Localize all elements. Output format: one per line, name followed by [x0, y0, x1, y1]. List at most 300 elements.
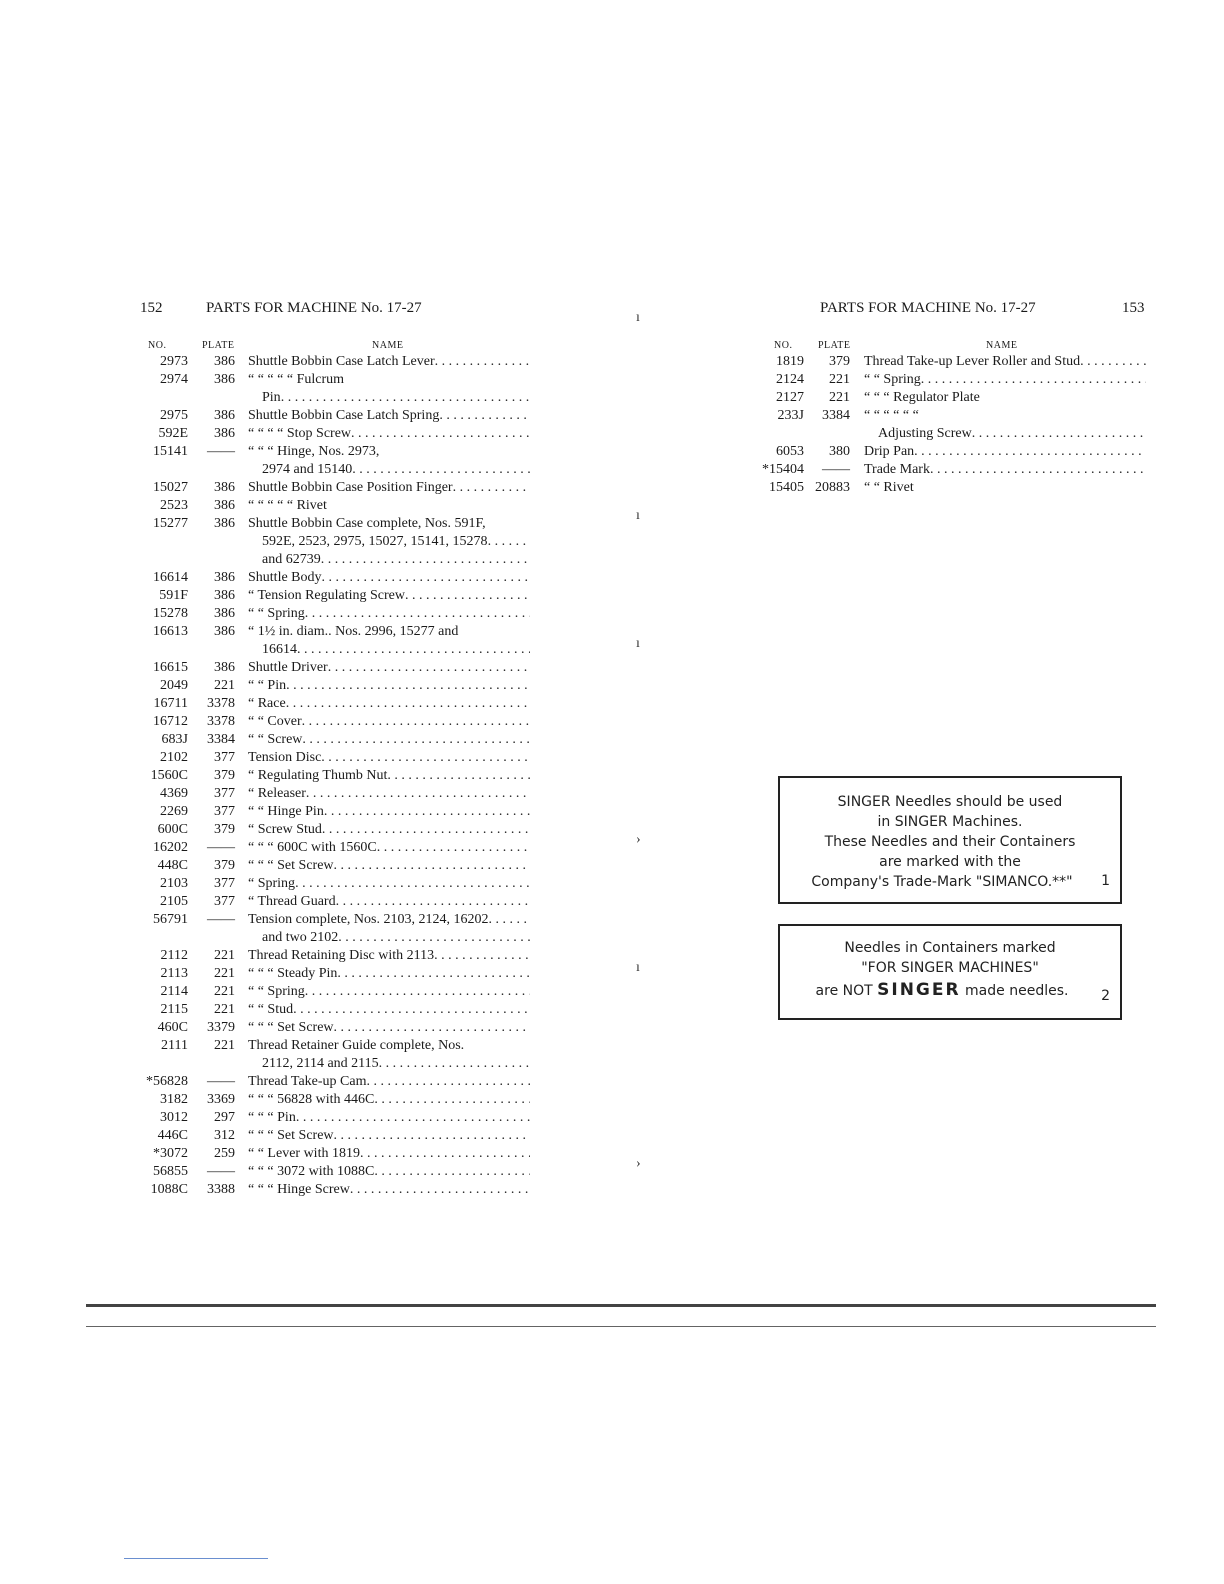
part-name: “ “ “ 56828 with 446C	[248, 1092, 375, 1107]
part-number: 600C	[157, 822, 188, 837]
part-name: 16614	[262, 642, 297, 657]
plate-number: 221	[829, 390, 850, 405]
leader-dots	[374, 1163, 530, 1181]
leader-dots	[286, 677, 530, 695]
part-name-cell	[248, 695, 530, 713]
part-number: *56828	[146, 1074, 188, 1089]
part-number: 4369	[160, 786, 188, 801]
table-row	[0, 587, 560, 605]
part-name-cell	[248, 533, 530, 551]
leader-dots	[387, 767, 530, 785]
part-name-cell	[248, 965, 530, 983]
plate-number: 386	[214, 480, 235, 495]
table-row	[0, 1127, 560, 1145]
plate-number: 386	[214, 570, 235, 585]
part-name-cell	[248, 947, 530, 965]
leader-dots	[338, 929, 530, 947]
part-name: “ “ “ Pin	[248, 1110, 296, 1125]
table-row	[0, 497, 560, 515]
part-name-cell	[248, 1181, 530, 1199]
part-number: 15405	[769, 480, 804, 495]
table-row	[0, 1181, 560, 1199]
singer-brand-word: SINGER	[877, 980, 961, 1000]
table-row	[0, 479, 1224, 497]
part-number: 15141	[153, 444, 188, 459]
part-number: 460C	[157, 1020, 188, 1035]
leader-dots	[930, 461, 1146, 479]
left-col-no-header: NO.	[148, 340, 167, 351]
part-name-cell	[248, 857, 530, 875]
table-row	[0, 1145, 560, 1163]
plate-number: 386	[214, 516, 235, 531]
left-page-number: 152	[140, 300, 163, 316]
plate-number: ——	[822, 462, 850, 477]
part-name-cell	[248, 623, 530, 641]
table-row	[0, 623, 560, 641]
notice-1-line-3: These Needles and their Containers	[824, 834, 1076, 850]
notice-2-line-3	[780, 980, 1120, 1001]
part-name-cell	[248, 569, 530, 587]
notice-2-mark: 2	[1101, 988, 1110, 1004]
part-number: 15027	[153, 480, 188, 495]
leader-dots	[306, 785, 530, 803]
plate-number: 221	[214, 678, 235, 693]
plate-number: 312	[214, 1128, 235, 1143]
table-row	[0, 767, 560, 785]
plate-number: 259	[214, 1146, 235, 1161]
left-page-title: PARTS FOR MACHINE No. 17-27	[206, 300, 422, 316]
part-name: “ “ “ Steady Pin	[248, 966, 338, 981]
part-name: Pin	[262, 390, 281, 405]
part-name-cell	[864, 407, 1146, 425]
part-number: 1088C	[150, 1182, 188, 1197]
part-name: “ Screw Stud	[248, 822, 322, 837]
gutter-mark: ı	[636, 310, 640, 325]
leader-dots	[302, 731, 530, 749]
part-name-cell	[248, 1037, 530, 1055]
table-row	[0, 929, 560, 947]
part-name: “ “ “ Set Screw	[248, 858, 334, 873]
part-name: “ “ “ “ “ Fulcrum	[248, 372, 345, 387]
right-col-plate-header: PLATE	[818, 340, 851, 351]
part-number: 56855	[153, 1164, 188, 1179]
leader-dots	[921, 371, 1146, 389]
part-name: Thread Take-up Cam	[248, 1074, 367, 1089]
part-name: “ “ Spring	[248, 606, 305, 621]
plate-number: 3384	[207, 732, 235, 747]
part-number: 3012	[160, 1110, 188, 1125]
part-number: 16712	[153, 714, 188, 729]
plate-number: 221	[214, 984, 235, 999]
leader-dots	[321, 551, 530, 569]
plate-number: 386	[214, 606, 235, 621]
part-name: “ “ Cover	[248, 714, 302, 729]
leader-dots	[334, 857, 530, 875]
part-name: “ “ “ “ “ Rivet	[248, 498, 327, 513]
part-name: “ “ “ Hinge, Nos. 2973,	[248, 444, 380, 459]
plate-number: 221	[214, 1002, 235, 1017]
notice-1-line-2: in SINGER Machines.	[877, 814, 1023, 830]
gutter-mark: ›	[636, 832, 641, 847]
part-number: 3182	[160, 1092, 188, 1107]
leader-dots	[367, 1073, 531, 1091]
table-row	[0, 983, 560, 1001]
part-number: 2103	[160, 876, 188, 891]
not-singer-needles-notice	[778, 924, 1122, 1020]
right-col-name-header: NAME	[986, 340, 1018, 351]
plate-number: 386	[214, 408, 235, 423]
part-name-cell	[248, 1019, 530, 1037]
part-number: 2113	[160, 966, 188, 981]
table-row	[0, 407, 1224, 425]
part-name: “ “ Rivet	[864, 480, 914, 495]
bottom-rule-thin	[86, 1326, 1156, 1327]
leader-dots	[293, 1001, 530, 1019]
leader-dots	[337, 965, 530, 983]
leader-dots	[972, 425, 1146, 443]
part-number: 2102	[160, 750, 188, 765]
part-name: Thread Take-up Lever Roller and Stud	[864, 354, 1081, 369]
right-page-number: 153	[1122, 300, 1145, 316]
part-name: Tension complete, Nos. 2103, 2124, 16202	[248, 912, 489, 927]
plate-number: 377	[214, 804, 235, 819]
leader-dots	[334, 1127, 530, 1145]
table-row	[0, 551, 560, 569]
leader-dots	[324, 803, 530, 821]
table-row	[0, 1073, 560, 1091]
plate-number: 386	[214, 354, 235, 369]
part-number: 2974	[160, 372, 188, 387]
part-name-cell	[248, 983, 530, 1001]
part-name-cell	[864, 371, 1146, 389]
part-name: Shuttle Bobbin Case complete, Nos. 591F,	[248, 516, 486, 531]
gutter-mark: ı	[636, 508, 640, 523]
plate-number: 377	[214, 876, 235, 891]
part-name-cell	[864, 353, 1146, 371]
part-number: 16615	[153, 660, 188, 675]
part-name: “ “ “ Set Screw	[248, 1128, 334, 1143]
leader-dots	[297, 641, 530, 659]
part-name: Shuttle Bobbin Case Latch Spring	[248, 408, 440, 423]
part-name: Shuttle Bobbin Case Position Finger	[248, 480, 453, 495]
part-name: Drip Pan	[864, 444, 915, 459]
table-row	[0, 641, 560, 659]
right-page-title: PARTS FOR MACHINE No. 17-27	[820, 300, 1036, 316]
part-number: 591F	[159, 588, 188, 603]
part-name: “ “ Screw	[248, 732, 303, 747]
table-row	[0, 821, 560, 839]
table-row	[0, 1037, 560, 1055]
part-number: 16613	[153, 624, 188, 639]
leader-dots	[434, 947, 530, 965]
part-number: 2105	[160, 894, 188, 909]
part-name: and two 2102	[262, 930, 339, 945]
left-col-name-header: NAME	[372, 340, 404, 351]
leader-dots	[405, 587, 530, 605]
leader-dots	[350, 1181, 530, 1199]
notice-2-line-3-pre: are NOT	[815, 983, 873, 999]
table-row	[0, 1163, 560, 1181]
part-name-cell	[248, 551, 530, 569]
part-name: “ “ Spring	[248, 984, 305, 999]
part-name: and 62739	[262, 552, 321, 567]
part-name: Trade Mark	[864, 462, 930, 477]
left-col-plate-header: PLATE	[202, 340, 235, 351]
part-name-cell	[864, 461, 1146, 479]
part-name: “ “ “ Set Screw	[248, 1020, 334, 1035]
leader-dots	[377, 839, 530, 857]
table-row	[0, 1091, 560, 1109]
part-number: 2112	[160, 948, 188, 963]
part-name-cell	[864, 443, 1146, 461]
part-name: “ “ Pin	[248, 678, 287, 693]
part-name-cell	[248, 839, 530, 857]
leader-dots	[296, 1109, 530, 1127]
plate-number: 386	[214, 426, 235, 441]
part-name: “ “ “ Hinge Screw	[248, 1182, 350, 1197]
part-name: “ “ Stud	[248, 1002, 294, 1017]
part-name-cell	[248, 605, 530, 623]
part-number: 16711	[153, 696, 188, 711]
table-row	[0, 695, 560, 713]
gutter-mark: ı	[636, 960, 640, 975]
plate-number: 221	[214, 966, 235, 981]
part-name: Shuttle Driver	[248, 660, 328, 675]
part-name-cell	[864, 389, 1146, 407]
part-number: 15278	[153, 606, 188, 621]
table-row	[0, 965, 560, 983]
part-name-cell	[864, 479, 1146, 497]
part-number: 1560C	[150, 768, 188, 783]
singer-needles-notice	[778, 776, 1122, 904]
part-name: “ Regulating Thumb Nut	[248, 768, 388, 783]
table-row	[0, 1001, 560, 1019]
part-name: “ “ “ Regulator Plate	[864, 390, 980, 405]
plate-number: 3388	[207, 1182, 235, 1197]
part-name-cell	[248, 1163, 530, 1181]
part-name: 592E, 2523, 2975, 15027, 15141, 15278	[262, 534, 488, 549]
leader-dots	[374, 1091, 530, 1109]
part-name: “ Thread Guard	[248, 894, 336, 909]
part-name-cell	[248, 659, 530, 677]
part-name-cell	[248, 1001, 530, 1019]
table-row	[0, 353, 1224, 371]
plate-number: ——	[207, 912, 235, 927]
gutter-mark: ı	[636, 636, 640, 651]
plate-number: 377	[214, 750, 235, 765]
table-row	[0, 371, 1224, 389]
table-row	[0, 749, 560, 767]
notice-2-line-3-post: made needles.	[965, 983, 1069, 999]
plate-number: 221	[829, 372, 850, 387]
table-row	[0, 659, 560, 677]
part-name: “ “ “ 600C with 1560C	[248, 840, 377, 855]
leader-dots	[305, 983, 530, 1001]
table-row	[0, 569, 560, 587]
table-row	[0, 803, 560, 821]
table-row	[0, 785, 560, 803]
table-row	[0, 731, 560, 749]
part-number: 2975	[160, 408, 188, 423]
table-row	[0, 461, 1224, 479]
gutter-mark: ›	[636, 1156, 641, 1171]
table-row	[0, 515, 560, 533]
right-col-no-header: NO.	[774, 340, 793, 351]
leader-dots	[328, 659, 530, 677]
plate-number: 379	[214, 768, 235, 783]
part-number: 56791	[153, 912, 188, 927]
part-number: 6053	[776, 444, 804, 459]
part-name-cell	[248, 821, 530, 839]
plate-number: 221	[214, 1038, 235, 1053]
part-number: 2127	[776, 390, 804, 405]
leader-dots	[321, 749, 530, 767]
part-number: 233J	[777, 408, 804, 423]
part-name: “ “ Spring	[864, 372, 921, 387]
part-number: *3072	[153, 1146, 188, 1161]
part-name: “ “ Hinge Pin	[248, 804, 324, 819]
table-row	[0, 893, 560, 911]
part-name-cell	[248, 893, 530, 911]
part-name-cell	[248, 641, 530, 659]
notice-1-line-4: are marked with the	[879, 854, 1021, 870]
part-number: 2114	[160, 984, 188, 999]
part-number: 15277	[153, 516, 188, 531]
plate-number: 3384	[822, 408, 850, 423]
part-name: “ Spring	[248, 876, 296, 891]
part-name: “ Race	[248, 696, 286, 711]
part-name: 2974 and 15140	[262, 462, 353, 477]
table-row	[0, 389, 1224, 407]
part-name: Thread Retaining Disc with 2113	[248, 948, 435, 963]
plate-number: ——	[207, 840, 235, 855]
notice-1-mark: 1	[1101, 873, 1110, 889]
plate-number: 3378	[207, 696, 235, 711]
part-name-cell	[248, 1055, 530, 1073]
table-row	[0, 1055, 560, 1073]
notice-1-line-1: SINGER Needles should be used	[837, 794, 1063, 810]
plate-number: 386	[214, 498, 235, 513]
plate-number: ——	[207, 1074, 235, 1089]
plate-number: 3378	[207, 714, 235, 729]
plate-number: 379	[214, 858, 235, 873]
plate-number: 3379	[207, 1020, 235, 1035]
leader-dots	[286, 695, 530, 713]
part-number: 448C	[157, 858, 188, 873]
plate-number: 379	[829, 354, 850, 369]
part-name-cell	[248, 1145, 530, 1163]
plate-number: ——	[207, 1164, 235, 1179]
part-number: 446C	[157, 1128, 188, 1143]
leader-dots	[488, 533, 530, 551]
part-name-cell	[248, 677, 530, 695]
plate-number: 379	[214, 822, 235, 837]
table-row	[0, 605, 560, 623]
part-number: 2973	[160, 354, 188, 369]
part-name-cell	[248, 1109, 530, 1127]
part-number: 2115	[160, 1002, 188, 1017]
part-number: 1819	[776, 354, 804, 369]
leader-dots	[360, 1145, 530, 1163]
part-number: 2111	[161, 1038, 188, 1053]
part-number: 683J	[161, 732, 188, 747]
plate-number: 380	[829, 444, 850, 459]
part-name: Shuttle Body	[248, 570, 322, 585]
leader-dots	[1080, 353, 1146, 371]
part-name-cell	[248, 749, 530, 767]
leader-dots	[914, 443, 1146, 461]
part-number: *15404	[762, 462, 804, 477]
part-name-cell	[248, 911, 530, 929]
part-name: Thread Retainer Guide complete, Nos.	[248, 1038, 465, 1053]
plate-number: 386	[214, 624, 235, 639]
plate-number: 3369	[207, 1092, 235, 1107]
part-name-cell	[248, 1091, 530, 1109]
part-name: Shuttle Bobbin Case Latch Lever	[248, 354, 435, 369]
table-row	[0, 1109, 560, 1127]
part-name-cell	[248, 587, 530, 605]
part-number: 592E	[158, 426, 188, 441]
part-name-cell	[248, 497, 530, 515]
part-number: 2523	[160, 498, 188, 513]
part-name: Adjusting Screw	[878, 426, 972, 441]
part-name: “ “ “ 3072 with 1088C	[248, 1164, 375, 1179]
table-row	[0, 1019, 560, 1037]
plate-number: 297	[214, 1110, 235, 1125]
leader-dots	[322, 821, 530, 839]
table-row	[0, 443, 1224, 461]
part-name: “ “ Lever with 1819	[248, 1146, 360, 1161]
part-name-cell	[248, 1127, 530, 1145]
table-row	[0, 425, 1224, 443]
part-name-cell	[248, 515, 530, 533]
part-name-cell	[248, 731, 530, 749]
part-name-cell	[248, 803, 530, 821]
table-row	[0, 533, 560, 551]
part-name-cell	[248, 713, 530, 731]
table-row	[0, 713, 560, 731]
part-name: 2112, 2114 and 2115	[262, 1056, 379, 1071]
plate-number: 386	[214, 588, 235, 603]
part-name-cell	[248, 767, 530, 785]
leader-dots	[334, 1019, 530, 1037]
part-name-cell	[248, 929, 530, 947]
table-row	[0, 857, 560, 875]
part-number: 16202	[153, 840, 188, 855]
part-name: “ Releaser	[248, 786, 306, 801]
notice-2-line-1: Needles in Containers marked	[844, 940, 1056, 956]
part-name-cell	[248, 875, 530, 893]
leader-dots	[379, 1055, 530, 1073]
part-name: “ Tension Regulating Screw	[248, 588, 406, 603]
part-name: “ “ “ “ Stop Screw	[248, 426, 352, 441]
table-row	[0, 839, 560, 857]
part-name-cell	[248, 785, 530, 803]
notice-2-line-2: "FOR SINGER MACHINES"	[861, 960, 1039, 976]
part-name: “ 1½ in. diam.. Nos. 2996, 15277 and	[248, 624, 459, 639]
notice-1-line-5: Company's Trade-Mark "SIMANCO.**"	[811, 874, 1073, 890]
part-number: 2269	[160, 804, 188, 819]
leader-dots	[489, 911, 531, 929]
bottom-rule-thick	[86, 1304, 1156, 1307]
table-row	[0, 947, 560, 965]
plate-number: 20883	[815, 480, 850, 495]
part-name-cell	[864, 425, 1146, 443]
leader-dots	[302, 713, 530, 731]
plate-number: 221	[214, 948, 235, 963]
leader-dots	[295, 875, 530, 893]
part-number: 16614	[153, 570, 188, 585]
